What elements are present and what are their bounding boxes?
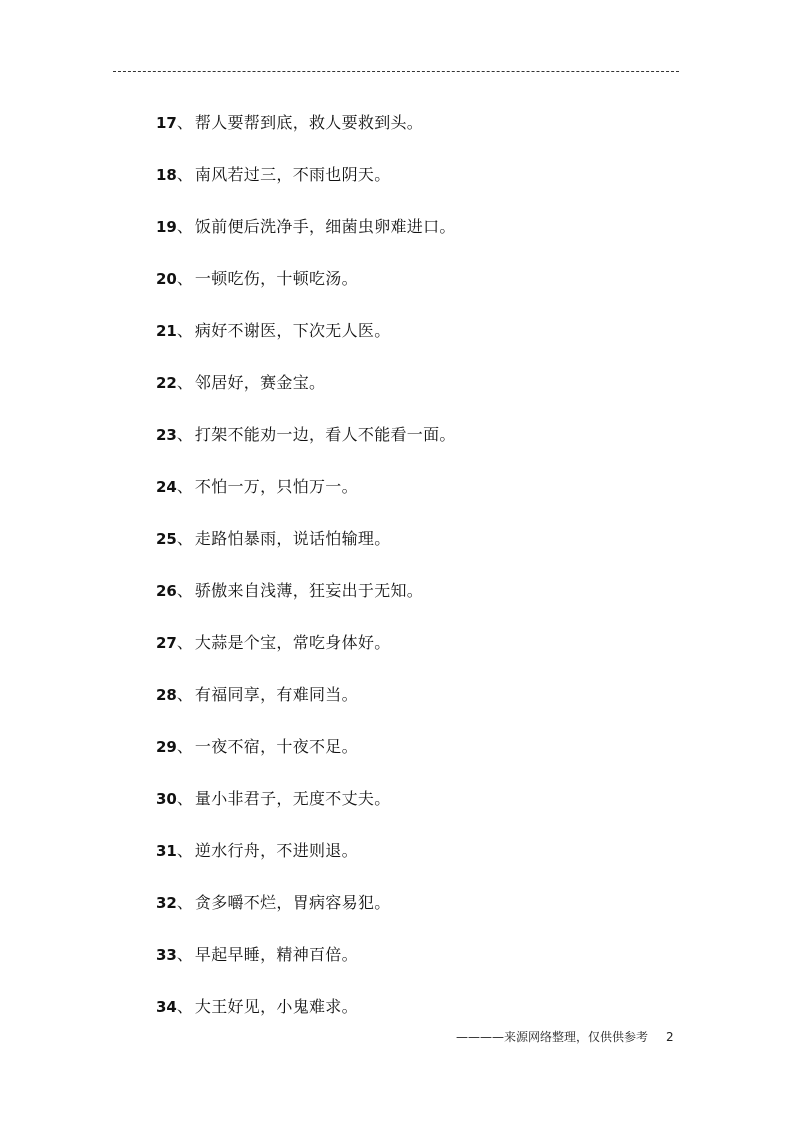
proverb-separator: 、 — [176, 373, 193, 392]
proverb-item — [156, 630, 456, 682]
proverb-number: 30 — [156, 790, 177, 808]
proverb-separator: 、 — [176, 945, 193, 964]
proverb-item — [156, 526, 456, 578]
proverb-number: 19 — [156, 218, 177, 236]
page-number: 2 — [666, 1030, 674, 1044]
proverb-text: 走路怕暴雨，说话怕输理。 — [194, 529, 391, 548]
proverb-text: 一顿吃伤，十顿吃汤。 — [194, 269, 358, 288]
proverb-item — [156, 422, 456, 474]
proverb-list — [156, 110, 456, 1046]
proverb-item — [156, 110, 456, 162]
proverb-separator: 、 — [176, 425, 193, 444]
proverb-separator: 、 — [176, 685, 193, 704]
proverb-text: 逆水行舟，不进则退。 — [194, 841, 358, 860]
proverb-item — [156, 370, 456, 422]
proverb-separator: 、 — [176, 581, 193, 600]
proverb-separator: 、 — [176, 321, 193, 340]
proverb-item — [156, 578, 456, 630]
proverb-text: 饭前便后洗净手，细菌虫卵难进口。 — [194, 217, 456, 236]
proverb-separator: 、 — [176, 893, 193, 912]
proverb-number: 34 — [156, 998, 177, 1016]
proverb-item — [156, 162, 456, 214]
proverb-separator: 、 — [176, 165, 193, 184]
proverb-number: 29 — [156, 738, 177, 756]
proverb-text: 南风若过三，不雨也阴天。 — [194, 165, 391, 184]
proverb-item — [156, 214, 456, 266]
proverb-separator: 、 — [176, 217, 193, 236]
proverb-number: 31 — [156, 842, 177, 860]
proverb-text: 有福同享，有难同当。 — [194, 685, 358, 704]
proverb-text: 不怕一万，只怕万一。 — [194, 477, 358, 496]
proverb-text: 帮人要帮到底，救人要救到头。 — [194, 113, 424, 132]
proverb-item — [156, 890, 456, 942]
proverb-text: 大蒜是个宝，常吃身体好。 — [194, 633, 391, 652]
proverb-number: 21 — [156, 322, 177, 340]
proverb-number: 33 — [156, 946, 177, 964]
proverb-text: 量小非君子，无度不丈夫。 — [194, 789, 391, 808]
proverb-number: 18 — [156, 166, 177, 184]
proverb-text: 早起早睡，精神百倍。 — [194, 945, 358, 964]
page-footer — [456, 1028, 674, 1045]
proverb-separator: 、 — [176, 997, 193, 1016]
proverb-item — [156, 474, 456, 526]
proverb-text: 病好不谢医，下次无人医。 — [194, 321, 391, 340]
proverb-text: 一夜不宿，十夜不足。 — [194, 737, 358, 756]
proverb-separator: 、 — [176, 269, 193, 288]
proverb-text: 贪多嚼不烂，胃病容易犯。 — [194, 893, 391, 912]
proverb-text: 骄傲来自浅薄，狂妄出于无知。 — [194, 581, 424, 600]
proverb-separator: 、 — [176, 737, 193, 756]
proverb-item — [156, 942, 456, 994]
proverb-separator: 、 — [176, 529, 193, 548]
proverb-number: 28 — [156, 686, 177, 704]
proverb-number: 32 — [156, 894, 177, 912]
proverb-number: 20 — [156, 270, 177, 288]
proverb-number: 22 — [156, 374, 177, 392]
proverb-item — [156, 318, 456, 370]
proverb-separator: 、 — [176, 113, 193, 132]
proverb-item — [156, 838, 456, 890]
proverb-text: 打架不能劝一边，看人不能看一面。 — [194, 425, 456, 444]
proverb-item — [156, 786, 456, 838]
header-divider — [113, 71, 679, 72]
proverb-number: 26 — [156, 582, 177, 600]
proverb-item — [156, 734, 456, 786]
proverb-number: 24 — [156, 478, 177, 496]
proverb-number: 25 — [156, 530, 177, 548]
proverb-item — [156, 682, 456, 734]
proverb-number: 23 — [156, 426, 177, 444]
proverb-number: 17 — [156, 114, 177, 132]
proverb-separator: 、 — [176, 841, 193, 860]
proverb-separator: 、 — [176, 477, 193, 496]
proverb-separator: 、 — [176, 633, 193, 652]
footer-source-note: ————来源网络整理，仅供供参考 — [456, 1030, 649, 1044]
proverb-text: 大王好见，小鬼难求。 — [194, 997, 358, 1016]
proverb-number: 27 — [156, 634, 177, 652]
proverb-item — [156, 266, 456, 318]
proverb-item — [156, 994, 456, 1046]
proverb-text: 邻居好，赛金宝。 — [194, 373, 326, 392]
proverb-separator: 、 — [176, 789, 193, 808]
